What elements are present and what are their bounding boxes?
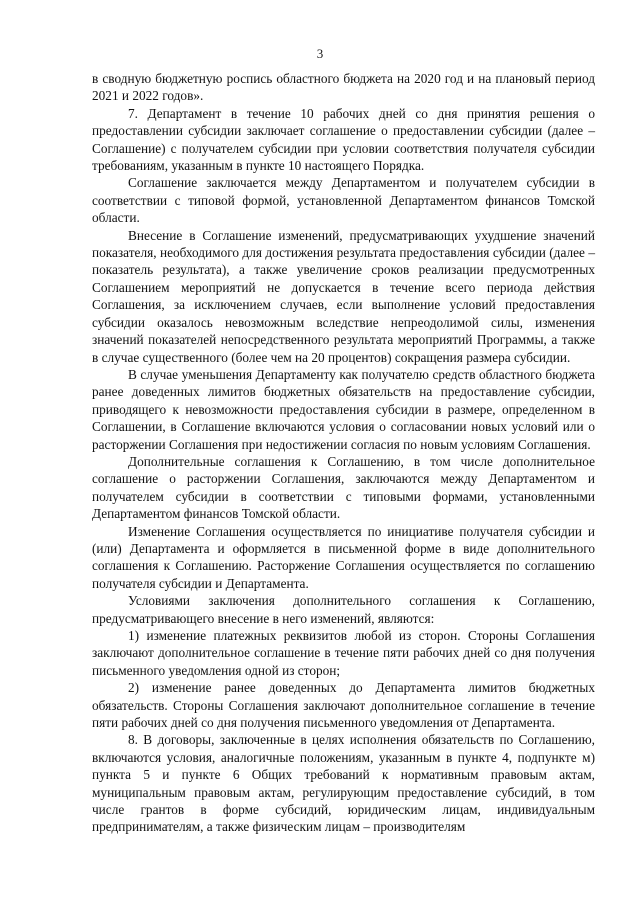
paragraph: Соглашение заключается между Департаментом и получателем субсидии в соответствии с типовой формой, установленной Департаментом финансов Томской области. <box>92 175 595 226</box>
page-number: 3 <box>316 46 324 61</box>
paragraph: 7. Департамент в течение 10 рабочих дней со дня принятия решения о предоставлении субсидии заключает соглашение о предоставлении субсидии (далее – Соглашение) с получателем субсидии при условии соответствия получателя субсидии требованиям, указанным в пункте 10 настоящего Порядка. <box>92 105 595 174</box>
document-body <box>92 70 595 836</box>
paragraph: 8. В договоры, заключенные в целях исполнения обязательств по Соглашению, включаются условия, аналогичные положениям, указанным в пункте 4, подпункте м) пункта 5 и пункте 6 Общих требований к нормативным правовым актам, муниципальным правовым актам, регулирующим предоставление субсидий, в том числе грантов в форме субсидий, юридическим лицам, индивидуальным предпринимателям, а также физическим лицам – производителям <box>92 732 595 835</box>
paragraph: 2) изменение ранее доведенных до Департамента лимитов бюджетных обязательств. Стороны Соглашения заключают дополнительное соглашение в течение пяти рабочих дней со дня получения письменного уведомления от Департамента. <box>92 680 595 731</box>
paragraph: В случае уменьшения Департаменту как получателю средств областного бюджета ранее доведенных лимитов бюджетных обязательств на предоставление субсидии, приводящего к невозможности предоставления субсидии в размере, определенном в Соглашении, в Соглашение включаются условия о согласовании новых условий или о расторжении Соглашения при недостижении согласия по новым условиям Соглашения. <box>92 366 595 452</box>
paragraph: Условиями заключения дополнительного соглашения к Соглашению, предусматривающего внесение в него изменений, являются: <box>92 593 595 626</box>
paragraph: в сводную бюджетную роспись областного бюджета на 2020 год и на плановый период 2021 и 2022 годов». <box>92 71 595 104</box>
paragraph: Изменение Соглашения осуществляется по инициативе получателя субсидии и (или) Департамента и оформляется в письменной форме в виде дополнительного соглашения к Соглашению. Расторжение Соглашения осуществляется по соглашению получателя субсидии и Департамента. <box>92 523 595 591</box>
paragraph: 1) изменение платежных реквизитов любой из сторон. Стороны Соглашения заключают дополнительное соглашение в течение пяти рабочих дней со дня получения письменного уведомления одной из сторон; <box>92 628 595 678</box>
paragraph: Дополнительные соглашения к Соглашению, в том числе дополнительное соглашение о расторжении Соглашения, заключаются между Департаментом и получателем субсидии в соответствии с типовыми формами, установленными Департаментом финансов Томской области. <box>92 453 595 522</box>
paragraph: Внесение в Соглашение изменений, предусматривающих ухудшение значений показателя, необходимого для достижения результата предоставления субсидии (далее – показатель результата), а также увеличение сроков реализации предусмотренных Соглашением мероприятий не допускается в течение всего периода действия Соглашения, за исключением случаев, если выполнение условий предоставления субсидии оказалось невозможным вследствие непреодолимой силы, изменения значений показателей непосредственного результата мероприятий Программы, а также в случае существенного (более чем на 20 процентов) сокращения размера субсидии. <box>92 227 595 365</box>
